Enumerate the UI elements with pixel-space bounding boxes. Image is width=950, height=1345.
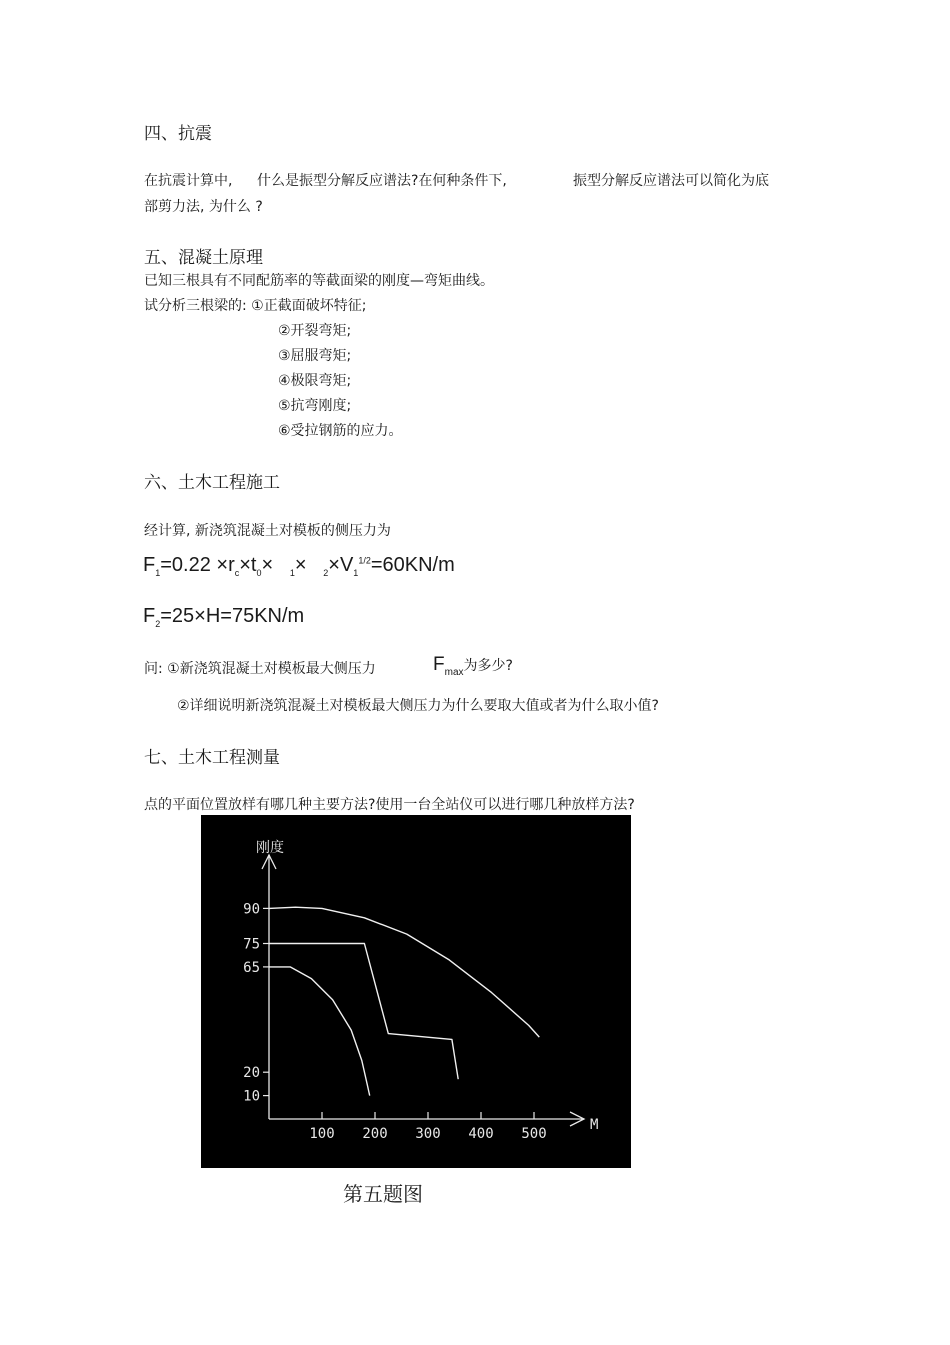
- concrete-intro: 已知三根具有不同配筋率的等截面梁的刚度—弯矩曲线。: [144, 273, 494, 289]
- formula-f1-part: =0.22 ×r: [160, 554, 235, 576]
- fmax-sub: max: [444, 666, 464, 678]
- figure-caption: 第五题图: [343, 1182, 423, 1206]
- section-heading-seismic: 四、抗震: [144, 124, 212, 144]
- concrete-item: ④极限弯矩;: [278, 373, 352, 389]
- construction-question1: 问: ①新浇筑混凝土对模板最大侧压力: [144, 661, 376, 677]
- formula-f1-part: ×: [294, 554, 307, 576]
- formula-f2-part: =25×H=75KN/m: [160, 605, 305, 627]
- x-axis-label: M: [590, 1117, 599, 1133]
- concrete-item: ②开裂弯矩;: [278, 323, 352, 339]
- formula-f1-sub: c: [234, 568, 240, 578]
- y-tick-label: 65: [243, 959, 260, 976]
- formula-f1-part: ×V: [328, 554, 354, 576]
- stiffness-moment-chart: [201, 815, 631, 1168]
- x-tick-label: 400: [468, 1126, 494, 1142]
- x-tick-label: 100: [309, 1126, 335, 1142]
- formula-f1-sub: 2: [323, 568, 329, 578]
- series-line-1: [269, 907, 539, 1037]
- formula-f1-part: ×: [261, 554, 274, 576]
- concrete-item: ⑤抗弯刚度;: [278, 398, 352, 414]
- series-line-2: [269, 944, 458, 1080]
- formula-f1-sub: 0: [256, 568, 262, 578]
- formula-f1-part: ×t: [239, 554, 257, 576]
- surveying-question: 点的平面位置放样有哪几种主要方法?使用一台全站仪可以进行哪几种放样方法?: [144, 797, 635, 813]
- formula-f1-sub: 1: [353, 568, 359, 578]
- chart-canvas: [201, 815, 631, 1168]
- x-tick-label: 200: [362, 1126, 388, 1142]
- y-tick-label: 75: [243, 936, 260, 953]
- x-tick-label: 500: [521, 1126, 547, 1142]
- y-axis-label: 刚度: [256, 840, 284, 856]
- seismic-question-part3: 振型分解反应谱法可以简化为底: [573, 173, 769, 189]
- construction-question2: ②详细说明新浇筑混凝土对模板最大侧压力为什么要取大值或者为什么取小值?: [177, 698, 659, 714]
- seismic-question-part1: 在抗震计算中,: [144, 173, 233, 189]
- formula-f1-part: F: [143, 554, 156, 576]
- seismic-question-part2: 什么是振型分解反应谱法?在何种条件下,: [257, 173, 507, 189]
- formula-f1-sub: 1: [289, 568, 295, 578]
- x-tick-label: 300: [415, 1126, 441, 1142]
- formula-f2-part: F: [143, 605, 156, 627]
- section-heading-construction: 六、土木工程施工: [144, 473, 280, 493]
- formula-f1: [143, 554, 455, 578]
- construction-intro: 经计算, 新浇筑混凝土对模板的侧压力为: [144, 523, 391, 539]
- seismic-question-line2: 部剪力法, 为什么 ?: [144, 199, 263, 215]
- formula-f1-part: =60KN/m: [370, 554, 455, 576]
- concrete-item: ⑥受拉钢筋的应力。: [278, 423, 403, 439]
- fmax-symbol: [433, 654, 513, 678]
- concrete-ask: 试分析三根梁的: ①正截面破坏特征;: [144, 298, 367, 314]
- formula-f1-sup: 1/2: [358, 555, 371, 566]
- y-tick-label: 90: [243, 901, 260, 918]
- series-line-3: [269, 967, 370, 1096]
- fmax-main: F: [433, 654, 445, 675]
- section-heading-concrete: 五、混凝土原理: [144, 248, 263, 268]
- formula-f1-sub: 1: [155, 568, 161, 578]
- y-tick-label: 10: [243, 1088, 260, 1105]
- y-tick-label: 20: [243, 1065, 260, 1082]
- formula-f2: [143, 605, 304, 629]
- concrete-item: ③屈服弯矩;: [278, 348, 352, 364]
- section-heading-surveying: 七、土木工程测量: [144, 748, 280, 768]
- fmax-tail: 为多少?: [463, 658, 513, 674]
- formula-f2-sub: 2: [155, 619, 161, 629]
